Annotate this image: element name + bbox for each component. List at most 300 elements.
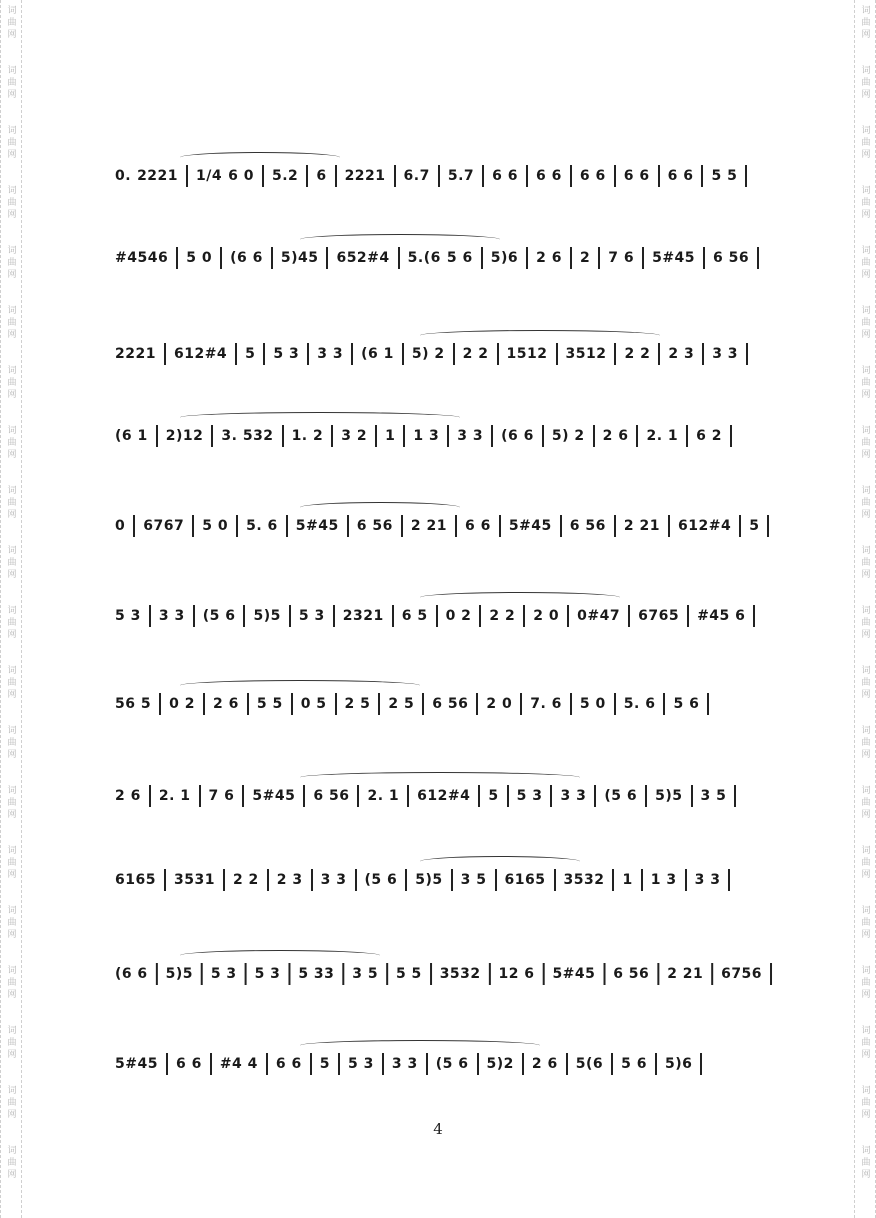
barline: [767, 515, 769, 537]
note-group: 3 5: [700, 788, 727, 804]
note-group: 6 56: [613, 966, 650, 982]
note-group: 0: [115, 518, 126, 534]
score-line: [112, 956, 770, 992]
barline: [481, 247, 483, 269]
barline: [398, 247, 400, 269]
note-group: 6 0: [228, 168, 254, 184]
watermark-glyph: 网: [861, 30, 871, 40]
slur-mark: [180, 950, 380, 961]
note-group: (6 6: [501, 428, 534, 444]
watermark-glyph: 网: [861, 990, 871, 1000]
barline: [655, 1053, 657, 1075]
barline: [426, 1053, 428, 1075]
barline: [199, 785, 201, 807]
watermark-glyph: 曲: [861, 258, 871, 268]
barline: [164, 869, 166, 891]
note-group: 5 0: [579, 696, 606, 712]
barline: [357, 785, 359, 807]
watermark-glyph: 曲: [861, 678, 871, 688]
barline: [657, 963, 659, 985]
note-group: 2 0: [533, 608, 560, 624]
watermark-glyph: 曲: [7, 558, 17, 568]
watermark-glyph: 网: [7, 210, 17, 220]
barline: [526, 165, 528, 187]
watermark-glyph: 网: [861, 390, 871, 400]
barline: [491, 425, 493, 447]
watermark-glyph: 曲: [861, 1098, 871, 1108]
watermark-glyph: 网: [7, 810, 17, 820]
barline: [326, 247, 328, 269]
note-group: 6767: [143, 518, 185, 534]
watermark-glyph: 曲: [861, 738, 871, 748]
barline: [770, 963, 772, 985]
barline: [223, 869, 225, 891]
note-group: 6: [316, 168, 327, 184]
barline: [612, 869, 614, 891]
left-watermark-strip: [0, 0, 22, 1218]
note-group: 56 5: [115, 696, 152, 712]
barline: [375, 425, 377, 447]
note-group: 3512: [565, 346, 607, 362]
barline: [658, 165, 660, 187]
note-group: 5)5: [415, 872, 443, 888]
barline: [402, 343, 404, 365]
barline: [203, 693, 205, 715]
barline: [286, 515, 288, 537]
note-group: 2 2: [489, 608, 516, 624]
note-group: 5) 2: [411, 346, 445, 362]
watermark-glyph: 网: [7, 450, 17, 460]
note-group: 5)5: [655, 788, 683, 804]
watermark-glyph: 网: [861, 570, 871, 580]
watermark-glyph: 曲: [861, 978, 871, 988]
barline: [149, 605, 151, 627]
barline: [593, 425, 595, 447]
watermark-glyph: 网: [861, 690, 871, 700]
barline: [401, 515, 403, 537]
barline: [497, 343, 499, 365]
note-group: #4 4: [219, 1056, 258, 1072]
barline: [335, 693, 337, 715]
note-group: 6 56: [569, 518, 606, 534]
watermark-glyph: 网: [7, 570, 17, 580]
barline: [335, 165, 337, 187]
watermark-glyph: 曲: [7, 438, 17, 448]
note-group: 2 6: [602, 428, 629, 444]
watermark-glyph: 曲: [7, 618, 17, 628]
barline: [703, 247, 705, 269]
barline: [739, 515, 741, 537]
note-group: 3 3: [391, 1056, 418, 1072]
watermark-glyph: 词: [861, 1146, 871, 1156]
barline: [289, 605, 291, 627]
barline: [594, 785, 596, 807]
barline: [306, 165, 308, 187]
slur-mark: [180, 412, 460, 423]
note-group: 612#4: [678, 518, 732, 534]
watermark-glyph: 曲: [861, 558, 871, 568]
barline: [614, 693, 616, 715]
note-group: 5: [488, 788, 499, 804]
watermark-glyph: 词: [861, 606, 871, 616]
barline: [570, 165, 572, 187]
note-group: 7 6: [608, 250, 635, 266]
watermark-glyph: 曲: [7, 498, 17, 508]
slur-mark: [300, 234, 500, 245]
note-group: 612#4: [417, 788, 471, 804]
watermark-glyph: 曲: [7, 78, 17, 88]
barline: [247, 693, 249, 715]
score-line: [112, 862, 772, 898]
watermark-glyph: 网: [861, 1110, 871, 1120]
barline: [686, 425, 688, 447]
watermark-glyph: 词: [861, 1026, 871, 1036]
watermark-glyph: 词: [861, 66, 871, 76]
barline: [542, 963, 544, 985]
note-group: 1. 2: [291, 428, 324, 444]
note-group: 5 3: [298, 608, 325, 624]
watermark-glyph: 网: [861, 630, 871, 640]
note-group: 5 6: [673, 696, 700, 712]
note-group: 0.: [115, 168, 132, 184]
watermark-glyph: 词: [7, 126, 17, 136]
note-group: 3 3: [320, 872, 347, 888]
barline: [701, 165, 703, 187]
note-group: 5.7: [447, 168, 475, 184]
note-group: 3 5: [352, 966, 379, 982]
barline: [242, 785, 244, 807]
note-group: 2221: [137, 168, 179, 184]
note-group: 3 3: [560, 788, 587, 804]
barline: [478, 785, 480, 807]
note-group: 1: [622, 872, 633, 888]
barline: [730, 425, 732, 447]
note-group: #45 6: [697, 608, 746, 624]
note-group: 5 3: [516, 788, 543, 804]
watermark-glyph: 网: [861, 150, 871, 160]
watermark-glyph: 词: [7, 66, 17, 76]
note-group: 3 3: [317, 346, 344, 362]
slur-mark: [300, 1040, 540, 1051]
note-group: 2)12: [165, 428, 204, 444]
barline: [192, 515, 194, 537]
barline: [700, 1053, 702, 1075]
watermark-glyph: 曲: [7, 738, 17, 748]
watermark-glyph: 词: [7, 246, 17, 256]
slur-mark: [300, 772, 580, 783]
barline: [554, 869, 556, 891]
barline: [753, 605, 755, 627]
note-group: 5 3: [348, 1056, 374, 1072]
score-line: [112, 508, 772, 544]
barline: [303, 785, 305, 807]
watermark-glyph: 网: [7, 990, 17, 1000]
barline: [636, 425, 638, 447]
watermark-glyph: 词: [7, 306, 17, 316]
note-group: 5#45: [652, 250, 696, 266]
note-group: (5 6: [202, 608, 236, 624]
barline: [570, 247, 572, 269]
note-group: 7. 6: [530, 696, 562, 712]
note-group: 5.(6: [407, 250, 441, 266]
barline: [520, 693, 522, 715]
watermark-glyph: 词: [861, 186, 871, 196]
note-group: 5 0: [186, 250, 213, 266]
watermark-glyph: 曲: [861, 78, 871, 88]
note-group: (6 1: [361, 346, 394, 362]
barline: [687, 605, 689, 627]
note-group: 5)5: [165, 966, 193, 982]
note-group: 5 6: [621, 1056, 648, 1072]
note-group: 0 2: [445, 608, 472, 624]
watermark-glyph: 曲: [861, 618, 871, 628]
note-group: 6 56: [432, 696, 469, 712]
barline: [702, 343, 704, 365]
barline: [611, 1053, 613, 1075]
watermark-glyph: 网: [7, 150, 17, 160]
barline: [338, 1053, 340, 1075]
barline: [263, 343, 265, 365]
watermark-glyph: 网: [861, 330, 871, 340]
note-group: 6765: [638, 608, 680, 624]
watermark-glyph: 词: [861, 366, 871, 376]
barline: [311, 869, 313, 891]
note-group: 2 2: [232, 872, 259, 888]
watermark-glyph: 词: [7, 1146, 17, 1156]
note-group: #4546: [115, 250, 169, 266]
note-group: 5.2: [272, 168, 299, 184]
barline: [271, 247, 273, 269]
watermark-glyph: 词: [861, 966, 871, 976]
score-line: [112, 240, 772, 276]
watermark-glyph: 曲: [861, 1158, 871, 1168]
watermark-glyph: 网: [861, 1170, 871, 1180]
barline: [156, 963, 158, 985]
note-group: 2 21: [623, 518, 660, 534]
watermark-glyph: 网: [7, 690, 17, 700]
note-group: 3 2: [341, 428, 368, 444]
score-line: [112, 598, 772, 634]
note-group: 2221: [344, 168, 386, 184]
barline: [526, 247, 528, 269]
barline: [668, 515, 670, 537]
watermark-glyph: 曲: [7, 18, 17, 28]
note-group: 5)2: [486, 1056, 514, 1072]
watermark-glyph: 词: [861, 486, 871, 496]
note-group: 2. 1: [646, 428, 679, 444]
barline: [149, 785, 151, 807]
note-group: 5#45: [508, 518, 552, 534]
watermark-glyph: 网: [861, 210, 871, 220]
barline: [482, 165, 484, 187]
watermark-glyph: 词: [7, 6, 17, 16]
note-group: 0 2: [169, 696, 195, 712]
slur-mark: [420, 330, 660, 341]
watermark-glyph: 词: [861, 426, 871, 436]
barline: [728, 869, 730, 891]
watermark-glyph: 词: [861, 6, 871, 16]
note-group: 6756: [721, 966, 762, 982]
note-group: (6 6: [114, 966, 148, 982]
barline: [734, 785, 736, 807]
note-group: 5: [749, 518, 760, 534]
note-group: 612#4: [173, 346, 228, 362]
watermark-glyph: 词: [7, 606, 17, 616]
watermark-glyph: 网: [861, 1050, 871, 1060]
slur-mark: [180, 680, 420, 691]
barline: [451, 869, 453, 891]
note-group: 3 3: [712, 346, 739, 362]
barline: [211, 425, 213, 447]
note-group: 5 33: [298, 966, 335, 982]
barline: [685, 869, 687, 891]
watermark-glyph: 网: [7, 510, 17, 520]
note-group: 5: [319, 1056, 331, 1072]
barline: [262, 165, 264, 187]
watermark-glyph: 网: [7, 1050, 17, 1060]
note-group: 2321: [342, 608, 384, 624]
note-group: 5 5: [256, 696, 283, 712]
note-group: 6 6: [667, 168, 694, 184]
note-group: 6 6: [492, 168, 519, 184]
barline: [711, 963, 713, 985]
barline: [236, 515, 238, 537]
barline: [614, 165, 616, 187]
note-group: 7 6: [208, 788, 235, 804]
note-group: 6165: [115, 872, 156, 888]
note-group: 5 3: [210, 966, 237, 982]
barline: [342, 963, 344, 985]
watermark-glyph: 网: [7, 330, 17, 340]
watermark-glyph: 网: [861, 90, 871, 100]
barline: [436, 605, 438, 627]
note-group: 5#45: [252, 788, 296, 804]
slur-mark: [420, 592, 620, 603]
note-group: 12 6: [498, 966, 535, 982]
note-group: (5 6: [364, 872, 398, 888]
note-group: 6 56: [713, 250, 750, 266]
barline: [438, 165, 440, 187]
note-group: 3 3: [158, 608, 185, 624]
watermark-glyph: 曲: [7, 1038, 17, 1048]
slur-mark: [420, 856, 580, 867]
barline: [220, 247, 222, 269]
barline: [210, 1053, 212, 1075]
watermark-glyph: 网: [7, 30, 17, 40]
note-group: 2 21: [410, 518, 447, 534]
barline: [403, 425, 405, 447]
watermark-glyph: 网: [7, 930, 17, 940]
note-group: 2 3: [668, 346, 695, 362]
note-group: 5)6: [665, 1056, 693, 1072]
watermark-glyph: 曲: [7, 138, 17, 148]
note-group: 1512: [506, 346, 548, 362]
watermark-glyph: 词: [7, 366, 17, 376]
watermark-glyph: 曲: [7, 198, 17, 208]
note-group: 6 2: [696, 428, 723, 444]
barline: [489, 963, 491, 985]
note-group: 6 6: [175, 1056, 202, 1072]
barline: [560, 515, 562, 537]
note-group: 6 56: [356, 518, 393, 534]
barline: [642, 247, 644, 269]
barline: [499, 515, 501, 537]
note-group: 3532: [563, 872, 605, 888]
barline: [566, 1053, 568, 1075]
barline: [166, 1053, 168, 1075]
barline: [378, 693, 380, 715]
right-watermark-strip: [854, 0, 876, 1218]
watermark-glyph: 曲: [7, 378, 17, 388]
note-group: 6 6: [536, 168, 562, 184]
barline: [614, 515, 616, 537]
barline: [243, 605, 245, 627]
note-group: (6 6: [230, 250, 263, 266]
note-group: 2221: [115, 346, 156, 362]
note-group: 2: [579, 250, 591, 266]
note-group: 5#45: [295, 518, 339, 534]
page-number: 4: [433, 1120, 443, 1138]
barline: [193, 605, 195, 627]
barline: [707, 693, 709, 715]
watermark-glyph: 网: [7, 90, 17, 100]
barline: [386, 963, 388, 985]
watermark-glyph: 网: [7, 870, 17, 880]
watermark-glyph: 网: [7, 1170, 17, 1180]
barline: [453, 343, 455, 365]
note-group: 5(6: [575, 1056, 604, 1072]
barline: [479, 605, 481, 627]
note-group: 3 3: [694, 872, 721, 888]
barline: [133, 515, 135, 537]
barline: [567, 605, 569, 627]
barline: [663, 693, 665, 715]
barline: [347, 515, 349, 537]
watermark-glyph: 词: [7, 486, 17, 496]
slur-mark: [180, 152, 340, 163]
barline: [570, 693, 572, 715]
note-group: 5. 6: [623, 696, 656, 712]
note-group: 6.7: [403, 168, 430, 184]
watermark-glyph: 曲: [7, 258, 17, 268]
watermark-glyph: 词: [861, 306, 871, 316]
barline: [394, 165, 396, 187]
barline: [422, 693, 424, 715]
barline: [392, 605, 394, 627]
watermark-glyph: 曲: [861, 318, 871, 328]
barline: [407, 785, 409, 807]
note-group: 2 6: [212, 696, 239, 712]
note-group: (6 1: [115, 428, 148, 444]
watermark-glyph: 曲: [7, 1098, 17, 1108]
score-line: [112, 158, 772, 194]
watermark-glyph: 词: [861, 126, 871, 136]
watermark-glyph: 词: [861, 726, 871, 736]
watermark-glyph: 曲: [861, 918, 871, 928]
note-group: 5#45: [115, 1056, 158, 1072]
note-group: 2 6: [115, 788, 141, 804]
watermark-glyph: 曲: [7, 318, 17, 328]
note-group: 3 3: [457, 428, 484, 444]
watermark-glyph: 曲: [7, 798, 17, 808]
barline: [331, 425, 333, 447]
note-group: 2 0: [486, 696, 513, 712]
watermark-glyph: 网: [861, 510, 871, 520]
barline: [282, 425, 284, 447]
watermark-glyph: 曲: [7, 918, 17, 928]
watermark-glyph: 词: [7, 546, 17, 556]
watermark-glyph: 词: [7, 846, 17, 856]
